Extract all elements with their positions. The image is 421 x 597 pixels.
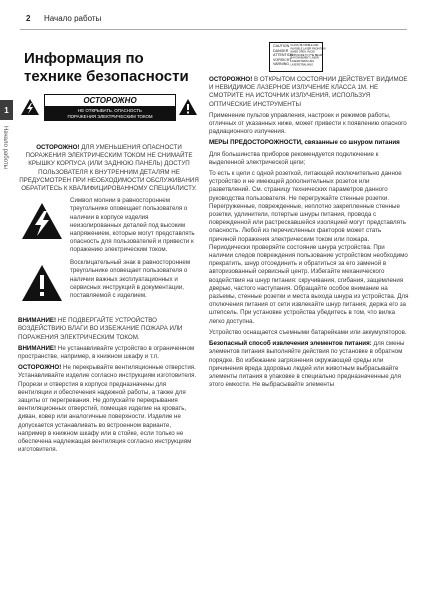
dedicated-circuit-text: Для большинства приборов рекомендуется подключение к выделенной электрической цепи; — [209, 150, 379, 166]
power-cord-heading: МЕРЫ ПРЕДОСТОРОЖНОСТИ, связанные со шнуром питания — [209, 139, 400, 147]
right-column — [209, 40, 409, 392]
page-title: Информация по технике безопасности — [24, 50, 189, 85]
ventilation-caution: ОСТОРОЖНО! Не перекрывайте вентиляционные отверстия. Устанавливайте изделие согласно инструкциям изготовителя. Прорези и отверстия в корпусе предназначены для вентиляции и обеспечения надежной работы, а также для защиты от перегревания. Не допускайте перекрывания вентиляционных отверстий, помещая изделие на кровать, диван, ковер или аналогичные поверхности. Изделие не допускается устанавливать во встроенном варианте, например в книжном шкафу или в стойке, если только не обеспечена надлежащая вентиляция согласно инструкциям изготовителя. — [18, 364, 197, 454]
header-divider — [20, 29, 407, 30]
exclamation-symbol-explanation: Восклицательный знак в равностороннем треугольнике оповещает пользователя о наличии важных эксплуатационных и сервисных инструкций в документации, поставляемой с изделием. — [18, 259, 200, 317]
chapter-label: Начало работы — [2, 126, 8, 169]
lightning-symbol-explanation: Символ молнии в равностороннем треугольнике оповещает пользователя о наличии в корпусе изделия неизолированных деталей под высоким напряжением, которые могут представлять опасность для пользователей и привести к поражению электрическим током. — [18, 197, 200, 255]
battery-note: Устройство оснащается съемными батарейками или аккумуляторов. — [209, 328, 407, 336]
chapter-side-tab — [0, 100, 13, 332]
moisture-warning: ВНИМАНИЕ! НЕ ПОДВЕРГАЙТЕ УСТРОЙСТВО ВОЗДЕЙСТВИЮ ВЛАГИ ВО ИЗБЕЖАНИЕ ПОЖАРА ИЛИ ПОРАЖЕНИЯ ЭЛЕКТРИЧЕСКИМ ТОКОМ. — [18, 317, 183, 341]
laser-caution: ОСТОРОЖНО! В ОТКРЫТОМ СОСТОЯНИИ ДЕЙСТВУЕТ ВИДИМОЕ И НЕВИДИМОЕ ЛАЗЕРНОЕ ИЗЛУЧЕНИЕ КЛАССА 1M. НЕ СМОТРИТЕ НА ИСТОЧНИК ИЗЛУЧЕНИЯ, ИСПОЛЬЗУЯ ОПТИЧЕСКИЕ ИНСТРУМЕНТЫ — [209, 76, 408, 108]
exclamation-warning-icon — [178, 98, 198, 116]
enclosure-warning: ВНИМАНИЕ! Не устанавливайте устройство в ограниченном пространстве, например, в книжном шкафу и т.п. — [18, 344, 195, 361]
chapter-number: 1 — [0, 100, 13, 120]
caution-label-graphic — [18, 92, 200, 142]
power-cord-text: То есть к цепи с одной розеткой, питающей исключительно данное устройство и не имеющей дополнительных розеток или разветвлений. См. страницу технических параметров данного руководства пользователя. Не перегружайте стенные розетки. Перегруженные, поврежденные, неплотно закрепленные стенные розетки, удлинители, потертые шнуры питания, провода с поврежденной или растрескавшейся изоляцией могут представлять опасность. Любой из перечисленных факторов может стать причиной поражения электрическим током или пожара. Периодически проверяйте состояние шнура устройства. При наличии следов повреждения пользование устройством необходимо прекратить, шнур отсоединить и обратиться за его заменой в авторизованный сервисный центр. Избегайте механического воздействия на шнур питания: скручивания, сгибания, защемления дверью, частого наступания. Обращайте особое внимание на разъемы, стенные розетки и места выхода шнура из устройства. Для отключения питания от сети извлекайте шнур питания, держа его за штепсель. При установке устройства убедитесь в том, что вилка легко доступна. — [209, 170, 409, 325]
caution-paragraph: ОСТОРОЖНО! ДЛЯ УМЕНЬШЕНИЯ ОПАСНОСТИ ПОРАЖЕНИЯ ЭЛЕКТРИЧЕСКИМ ТОКОМ НЕ СНИМАЙТЕ КРЫШКУ КОРПУСА (ИЛИ ЗАДНЮЮ ПАНЕЛЬ) ДОСТУП ПОЛЬЗОВАТЕЛЯ К ВНУТРЕННИМ ДЕТАЛЯМ НЕ ПРЕДУСМОТРЕН ПРИ НЕОБХОДИМОСТИ ОБСЛУЖИВАНИЯ ОБРАТИТЕСЬ К КВАЛИФИЦИРОВАННОМУ СПЕЦИАЛИСТУ. — [19, 144, 199, 193]
controls-warning: Применение пультов управления, настроек и режимов работы, отличных от указанных ниже, может привести к появлению опасного радиационного излучения. — [209, 111, 407, 136]
laser-warning-label: CAUTION DANGER ATTENTION VORSICHT VARNING CLASS 3B VISIBLE AND INVISIBLE LASER RADIATION WHEN OPEN. AVOID EXPOSURE TO THE BEAM. RAYONNEMENT LASER LASERSTRAHLUNG LASERSTRALNING — [269, 42, 323, 72]
caution-label: ОСТОРОЖНО НЕ ОТКРЫВАТЬ. ОПАСНОСТЬ ПОРАЖЕНИЯ ЭЛЕКТРИЧЕСКИМ ТОКОМ — [44, 94, 176, 121]
section-title: Начало работы — [44, 14, 102, 23]
page-number: 2 — [26, 14, 31, 23]
left-column — [18, 40, 200, 457]
battery-removal-text: Безопасный способ извлечения элементов питания: для смены элементов питания выполняйте действия по установке в обратном порядке. Во избежание загрязнения окружающей среды или причинения вреда здоровью людей или животным выбрасывайте элементы питания в упаковке в специально предназначенные для этого емкости. Не выбрасывайте элементы — [209, 340, 405, 389]
page-header — [0, 0, 421, 38]
lightning-triangle-icon — [20, 201, 64, 241]
lightning-warning-icon — [20, 98, 40, 116]
exclamation-triangle-icon — [20, 263, 64, 303]
